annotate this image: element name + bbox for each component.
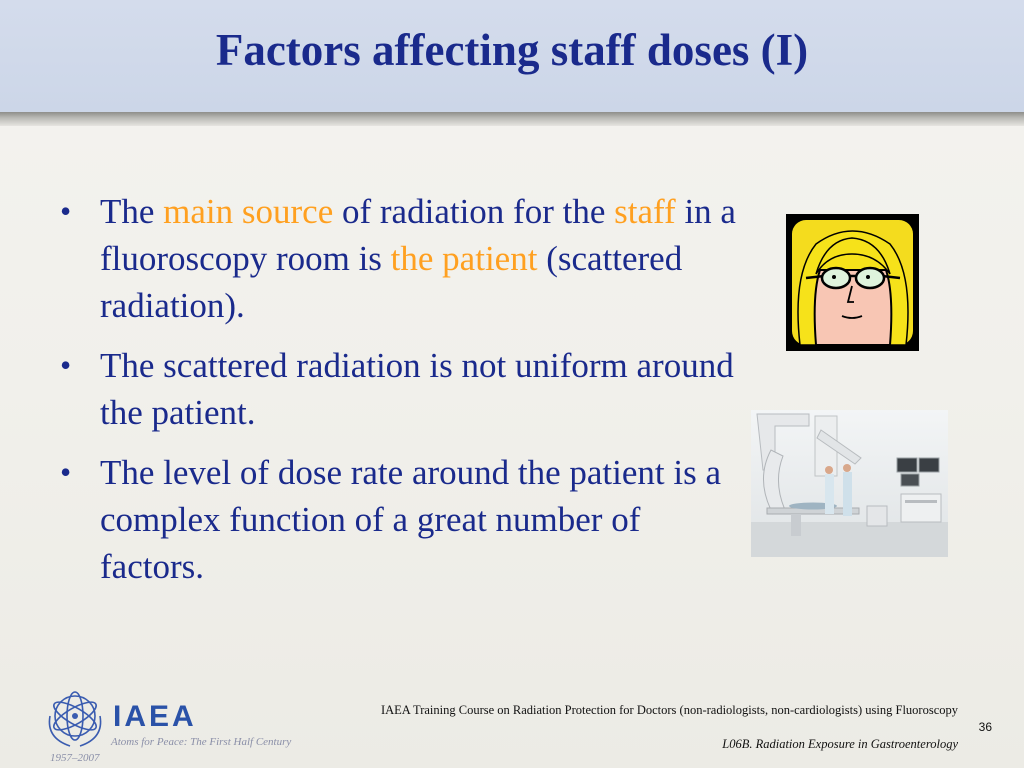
- bullet-text: [100, 346, 734, 432]
- bullet-dot: •: [60, 347, 72, 383]
- page-number: 36: [978, 720, 992, 734]
- course-title: IAEA Training Course on Radiation Protection for Doctors (non-radiologists, non-cardiologists) using Fluoroscopy: [380, 703, 958, 717]
- bullet-list: [60, 188, 740, 603]
- text-run: (scattered radiation).: [100, 239, 683, 325]
- highlighted-text: main source: [163, 192, 334, 231]
- text-run: The scattered radiation is not uniform around the patient.: [100, 346, 734, 432]
- text-run: The level of dose rate around the patient is a complex function of a great number of factors.: [100, 453, 722, 586]
- bullet-dot: •: [60, 454, 72, 490]
- bullet-item: [60, 342, 740, 436]
- module-title: L06B. Radiation Exposure in Gastroenterology: [722, 737, 958, 751]
- highlighted-text: the patient: [390, 239, 538, 278]
- logo-years: 1957–2007: [50, 752, 100, 764]
- logo-wordmark: IAEA: [113, 700, 197, 733]
- slide-title: Factors affecting staff doses (I): [215, 25, 809, 75]
- bullet-item: [60, 449, 740, 590]
- bullet-item: [60, 188, 740, 329]
- bullet-text: [100, 192, 736, 325]
- text-run: of radiation for the: [333, 192, 615, 231]
- bullet-text: [100, 453, 721, 586]
- text-run: in a fluoroscopy room is: [100, 192, 736, 278]
- highlighted-text: staff: [614, 192, 676, 231]
- cartoon-face-with-glasses-icon: [786, 214, 919, 351]
- fluoroscopy-room-photo: [751, 410, 948, 557]
- logo-tagline: Atoms for Peace: The First Half Century: [111, 736, 292, 748]
- bullet-dot: •: [60, 193, 72, 229]
- text-run: The: [100, 192, 164, 231]
- iaea-logo-icon: [40, 686, 110, 752]
- title-band-shadow: [0, 112, 1024, 126]
